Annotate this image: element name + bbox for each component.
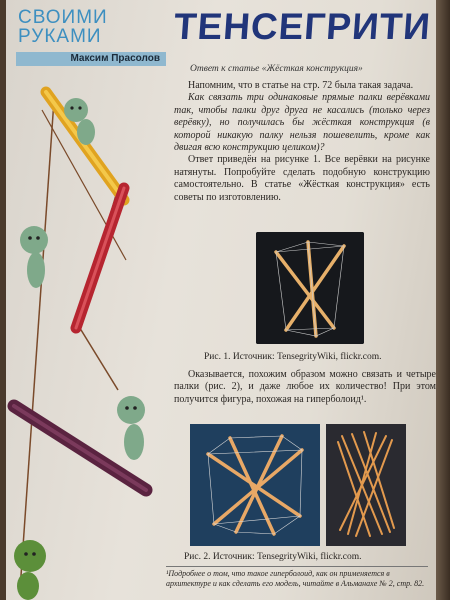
paragraph-answer: Ответ приведён на рисунке 1. Все верёвки на рисунке натянуты. Попробуйте сделать подобную конструкцию самостоятельно. В статье «Жёсткая конструкция» есть советы по изготовлению. bbox=[174, 154, 430, 203]
article-subtitle: Ответ к статье «Жёсткая конструкция» bbox=[190, 64, 363, 74]
footnote: ¹Подробнее о том, что такое гиперболоид, как он применяется в архитектуре и как сделать его модель, читайте в Альманахе № 2, стр. 82. bbox=[166, 566, 428, 588]
tensegrity-figures-illustration bbox=[6, 70, 166, 600]
figure-2-hyperboloid-photo bbox=[326, 424, 406, 546]
article-title: ТЕНСЕГРИТИ bbox=[172, 6, 433, 47]
article-body-continued bbox=[174, 369, 436, 406]
article-body bbox=[174, 80, 430, 204]
paragraph-intro: Напомним, что в статье на стр. 72 была такая задача. bbox=[188, 80, 414, 91]
paragraph-more-sticks: Оказывается, похожим образом можно связать и четыре палки (рис. 2), и даже любое их количество! При этом получится фигура, похожая на гиперболоид¹. bbox=[174, 369, 436, 405]
figure-2-four-sticks-photo bbox=[190, 424, 320, 546]
paragraph-task: Как связать три одинаковые прямые палки верёвками так, чтобы палки друг друга не касались (только через верёвку), но получилась бы жёсткая конструкция (в которой никакую палку нельзя пошевелить, кроме как двигая всю конструкцию целиком)? bbox=[174, 92, 430, 154]
magazine-page bbox=[6, 0, 436, 600]
figure-2-caption: Рис. 2. Источник: TensegrityWiki, flickr.com. bbox=[184, 552, 362, 562]
figure-1-photo bbox=[256, 232, 364, 344]
figure-1-caption: Рис. 1. Источник: TensegrityWiki, flickr.com. bbox=[204, 352, 382, 362]
page-edge bbox=[436, 0, 450, 600]
author-name: Максим Прасолов bbox=[16, 52, 166, 66]
section-title: СВОИМИ РУКАМИ bbox=[18, 7, 108, 47]
